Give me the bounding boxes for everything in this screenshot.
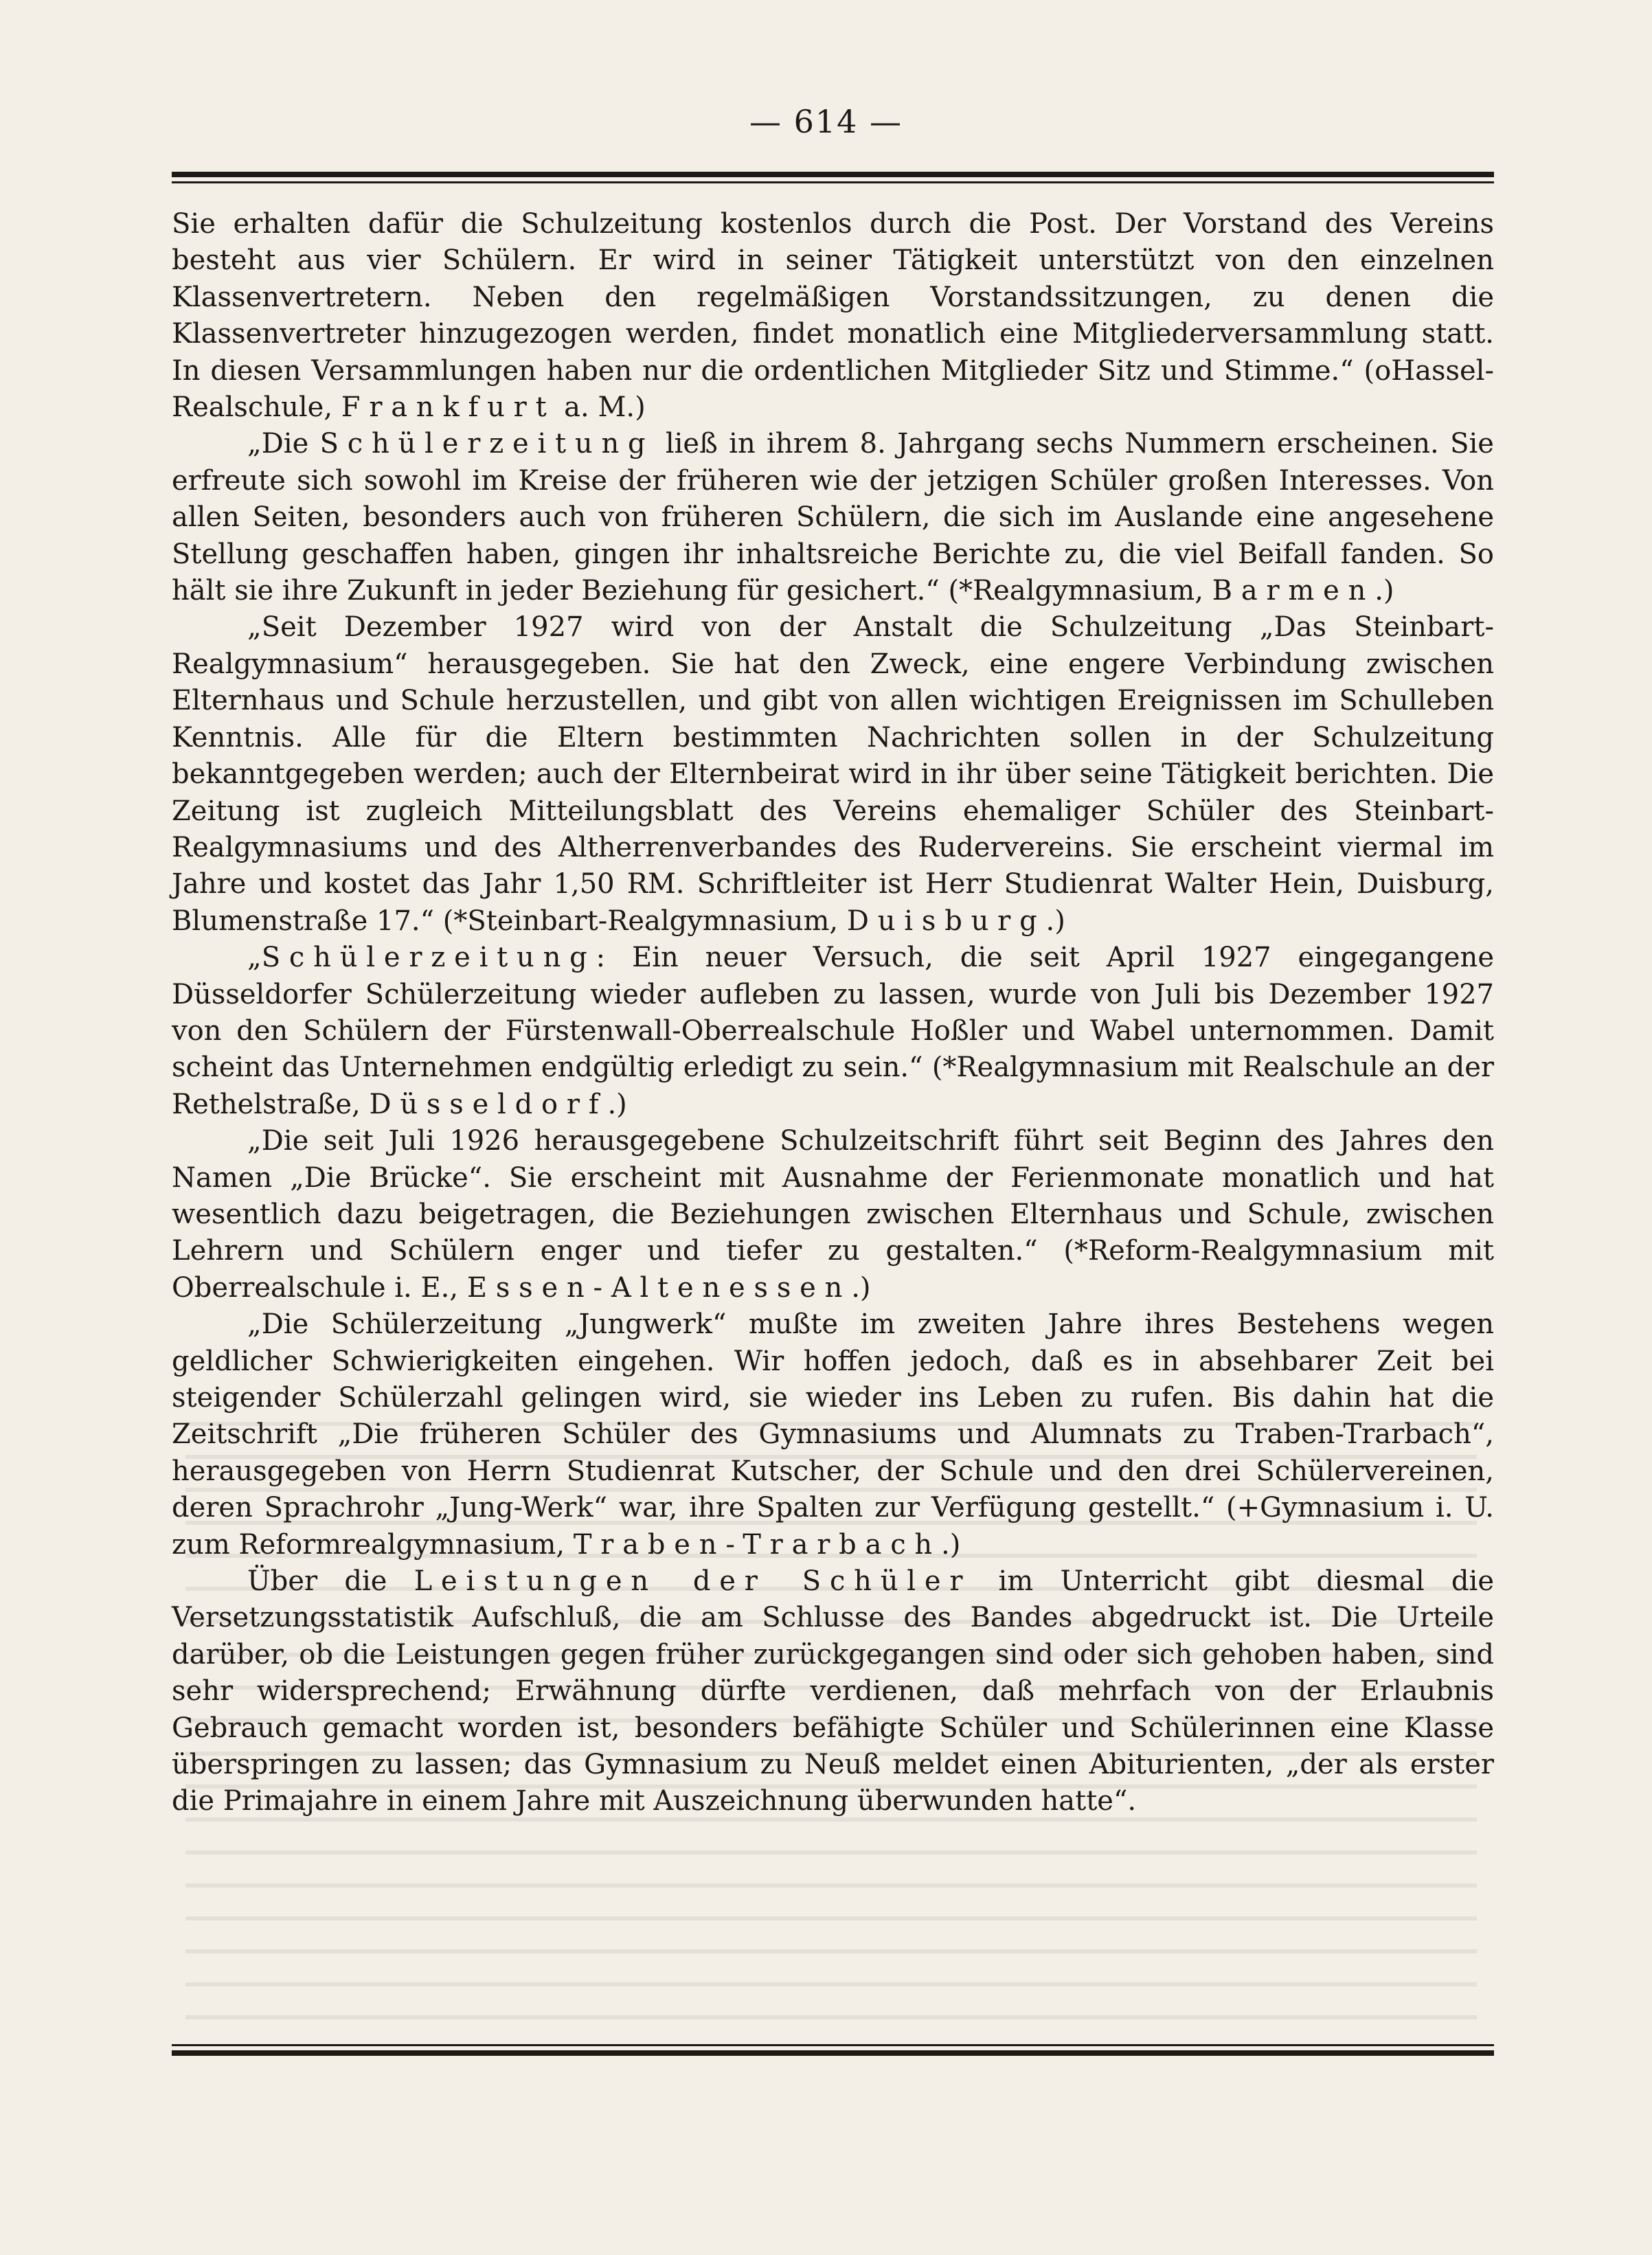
- text-run: .): [1374, 575, 1394, 607]
- text-run: „Seit Dezember 1927 wird von der Anstalt die Schulzeitung „Das Steinbart-Realgymnasium“ herausgegeben. Sie hat den Zweck, eine engere Verbindung zwischen Elternhaus und Schule herzustellen, und gibt von allen wichtigen Ereignissen im Schulleben Kenntnis. Alle für die Eltern bestimmten Nachrichten sollen in der Schulzeitung bekanntgegeben werden; auch der Elternbeirat wird in ihr über seine Tätigkeit berichten. Die Zeitung ist zugleich Mitteilungsblatt des Vereins ehemaliger Schüler des Steinbart-Realgymnasiums und des Altherrenverbandes des Rudervereins. Sie erscheint viermal im Jahre und kostet das Jahr 1,50 RM. Schriftleiter ist Herr Studienrat Walter Hein, Duisburg, Blumenstraße 17.“ (*Steinbart-Realgymnasium,: [172, 611, 1494, 937]
- text-run: .): [607, 1088, 627, 1120]
- text-run: „Die seit Juli 1926 herausgegebene Schulzeitschrift führt seit Beginn des Jahres den Namen „Die Brücke“. Sie erscheint mit Ausnahme der Ferienmonate monatlich und hat wesentlich dazu beigetragen, die Beziehungen zwischen Elternhaus und Schule, zwischen Lehrern und Schülern enger und tiefer zu gestalten.“ (*Reform-Realgymnasium mit Oberrealschule i. E.,: [172, 1125, 1494, 1304]
- paragraph: [172, 1306, 1494, 1563]
- spaced-emphasis: Traben-Trarbach: [573, 1528, 941, 1561]
- spaced-emphasis: Schülerzeitung: [319, 428, 655, 460]
- text-run: „Die Schülerzeitung „Jungwerk“ mußte im zweiten Jahre ihres Bestehens wegen geldlicher Schwierigkeiten eingehen. Wir hoffen jedoch, daß es in absehbarer Zeit bei steigender Schülerzahl gelingen wird, sie wieder ins Leben zu rufen. Bis dahin hat die Zeitschrift „Die früheren Schüler des Gymnasiums und Alumnats zu Traben-Trarbach“, herausgegeben von Herrn Studienrat Kutscher, der Schule und den drei Schülervereinen, deren Sprachrohr „Jung-Werk“ war, ihre Spalten zur Verfügung gestellt.“ (+Gymnasium i. U. zum Reformrealgymnasium,: [172, 1308, 1494, 1561]
- text-run: .): [851, 1271, 871, 1304]
- paragraph: [172, 426, 1494, 609]
- paragraph: [172, 940, 1494, 1123]
- text-run: a. M.): [555, 392, 646, 424]
- text-run: Sie erhalten dafür die Schulzeitung kostenlos durch die Post. Der Vorstand des Vereins besteht aus vier Schülern. Er wird in seiner Tätigkeit unterstützt von den einzelnen Klassenvertretern. Neben den regelmäßigen Vorstandssitzungen, zu denen die Klassenvertreter hinzugezogen werden, findet monatlich eine Mitgliederversammlung statt. In diesen Versammlungen haben nur die ordentlichen Mitglieder Sitz und Stimme.“ (oHassel-Realschule,: [172, 208, 1494, 424]
- spaced-emphasis: Essen-Altenessen: [466, 1271, 852, 1304]
- spaced-emphasis: Duisburg: [846, 905, 1046, 937]
- text-run: .): [1045, 905, 1065, 937]
- spaced-emphasis: Barmen: [1212, 575, 1375, 607]
- text-run: im Unterricht gibt diesmal die Versetzungsstatistik Aufschluß, die am Schlusse des Bandes abgedruckt ist. Die Urteile darüber, ob die Leistungen gegen früher zurückgegangen sind oder sich gehoben haben, sind sehr widersprechend; Erwähnung dürfte verdienen, daß mehrfach von der Erlaubnis Gebrauch gemacht worden ist, besonders befähigte Schüler und Schülerinnen eine Klasse überspringen zu lassen; das Gymnasium zu Neuß meldet einen Abiturienten, „der als erster die Primajahre in einem Jahre mit Auszeichnung überwunden hatte“.: [172, 1565, 1495, 1817]
- text-run: ließ in ihrem 8. Jahrgang sechs Nummern erscheinen. Sie erfreute sich sowohl im Kreise der früheren wie der jetzigen Schüler großen Interesses. Von allen Seiten, besonders auch von früheren Schülern, die sich im Auslande eine angesehene Stellung geschaffen haben, gingen ihr inhaltsreiche Berichte zu, die viel Beifall fanden. So hält sie ihre Zukunft in jeder Beziehung für gesichert.“ (*Realgymnasium,: [172, 428, 1494, 607]
- page-number: — 614 —: [749, 103, 903, 140]
- text-run: „Die: [247, 428, 320, 460]
- paragraph: [172, 1563, 1494, 1820]
- spaced-emphasis: Schülerzeitung: [261, 942, 596, 974]
- text-run: .): [941, 1528, 961, 1561]
- paragraph: [172, 609, 1494, 940]
- paragraph: [172, 1123, 1494, 1306]
- body-text: [172, 206, 1494, 1820]
- text-run: „: [247, 942, 262, 974]
- bottom-rule: [172, 2044, 1494, 2056]
- top-rule: [172, 172, 1494, 183]
- spaced-emphasis: Leistungen der Schüler: [414, 1565, 972, 1598]
- text-run: : Ein neuer Versuch, die seit April 1927 eingegangene Düsseldorfer Schülerzeitung wieder aufleben zu lassen, wurde von Juli bis Dezember 1927 von den Schülern der Fürstenwall-Oberrealschule Hoßler und Wabel unternommen. Damit scheint das Unternehmen endgültig erledigt zu sein.“ (*Realgymnasium mit Realschule an der Rethelstraße,: [172, 942, 1494, 1120]
- spaced-emphasis: Frankfurt: [341, 392, 556, 424]
- paragraph: [172, 206, 1494, 426]
- spaced-emphasis: Düsseldorf: [369, 1088, 608, 1120]
- text-run: Über die: [247, 1565, 414, 1598]
